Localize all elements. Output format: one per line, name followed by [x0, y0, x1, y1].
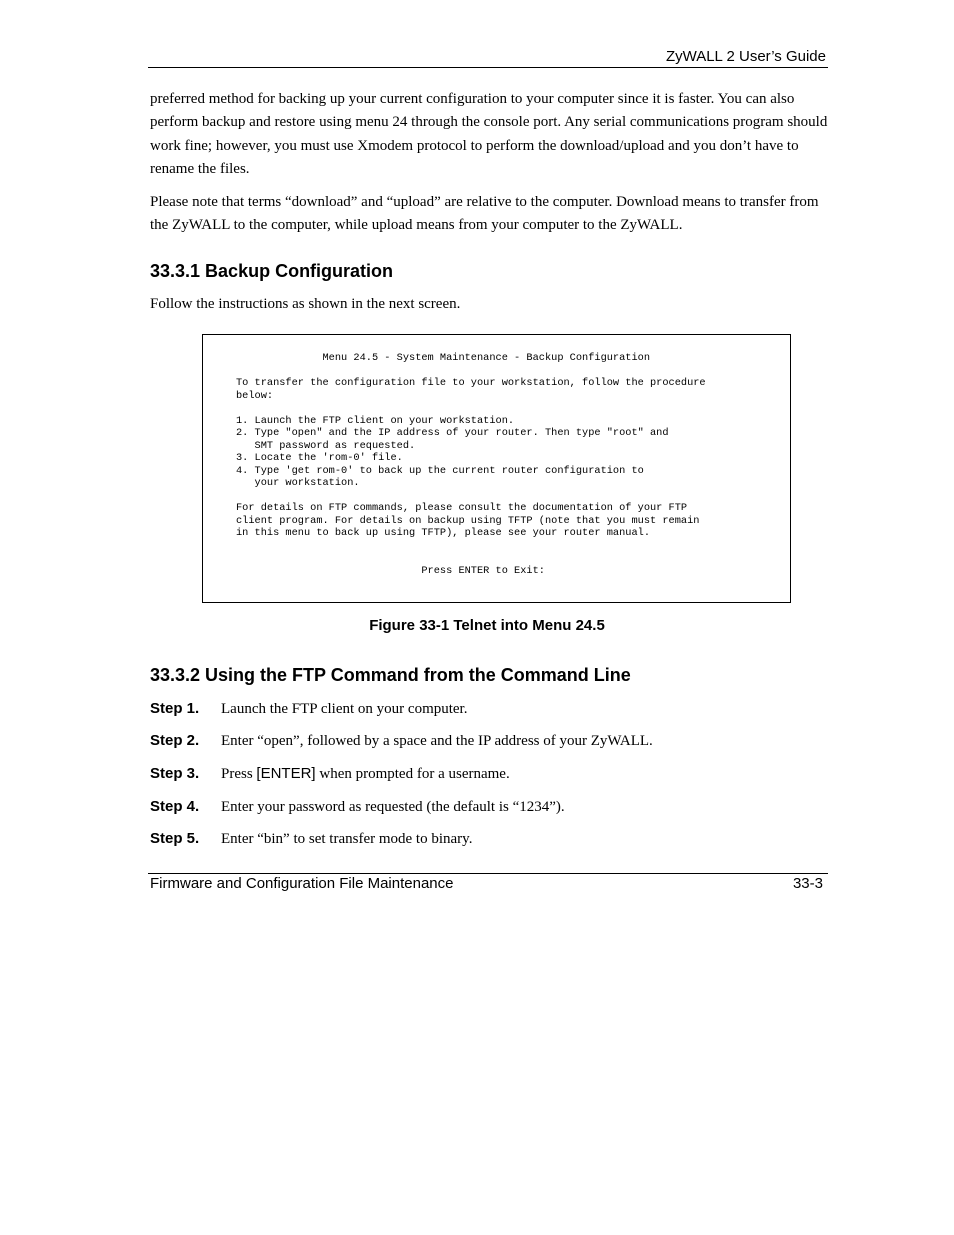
section-heading-backup-configuration: 33.3.1 Backup Configuration: [150, 261, 394, 281]
section-heading-ftp-command-line: 33.3.2 Using the FTP Command from the Command Line: [150, 665, 631, 685]
step-label: Step 3.: [150, 765, 200, 782]
telnet-screen-figure: [202, 334, 791, 603]
telnet-screen-text: Menu 24.5 - System Maintenance - Backup Configuration To transfer the configuration file to your workstation, follow the procedure below: 1. Launch the FTP client on your workstation. 2. Type "open" and the IP address of your router. Then type "root" and SMT password as requested. 3. Locate the 'rom-0' file. 4. Type 'get rom-0' to back up the current router configuration to your workstation. For details on FTP commands, please consult the documentation of your FTP client program. For details on backup using TFTP (note that you must remain in this menu to back up using TFTP), please see your router manual. Press ENTER to Exit:: [236, 352, 706, 577]
figure-caption: Figure 33-1 Telnet into Menu 24.5: [369, 617, 605, 634]
step-text-after: when prompted for a username.: [315, 766, 510, 782]
paragraph-follow-instructions: Follow the instructions as shown in the next screen.: [150, 296, 461, 312]
step-label: Step 4.: [150, 798, 200, 815]
step-text-before: Press: [221, 766, 257, 782]
enter-key-label: [ENTER]: [256, 765, 316, 782]
page-header-title: ZyWALL 2 User’s Guide: [665, 48, 826, 65]
header-divider: [148, 67, 828, 68]
step-label: Step 1.: [150, 700, 200, 717]
step-item-3: [150, 765, 830, 783]
step-item-2: [150, 732, 830, 750]
footer-chapter-title: Firmware and Configuration File Maintenance: [150, 875, 454, 892]
footer-page-number: 33-3: [792, 875, 823, 892]
step-text: Enter your password as requested (the default is “1234”).: [221, 799, 565, 815]
step-text: Enter “bin” to set transfer mode to binary.: [221, 831, 473, 847]
step-item-5: [150, 830, 830, 848]
step-text: Enter “open”, followed by a space and the IP address of your ZyWALL.: [221, 733, 653, 749]
step-item-1: [150, 700, 830, 718]
step-text: Launch the FTP client on your computer.: [221, 701, 468, 717]
paragraph-download-upload-note: Please note that terms “download” and “upload” are relative to the computer. Download means to transfer from the ZyWALL to the computer, while upload means from your computer to the ZyWALL.: [150, 194, 819, 234]
step-item-4: [150, 798, 830, 816]
paragraph-backup-methods: preferred method for backing up your current configuration to your computer since it is faster. You can also perform backup and restore using menu 24 through the console port. Any serial communications program should work fine; however, you must use Xmodem protocol to perform the download/upload and you don’t have to rename the files.: [150, 91, 828, 177]
step-label: Step 5.: [150, 830, 200, 847]
footer-divider: [148, 873, 828, 874]
step-label: Step 2.: [150, 732, 200, 749]
